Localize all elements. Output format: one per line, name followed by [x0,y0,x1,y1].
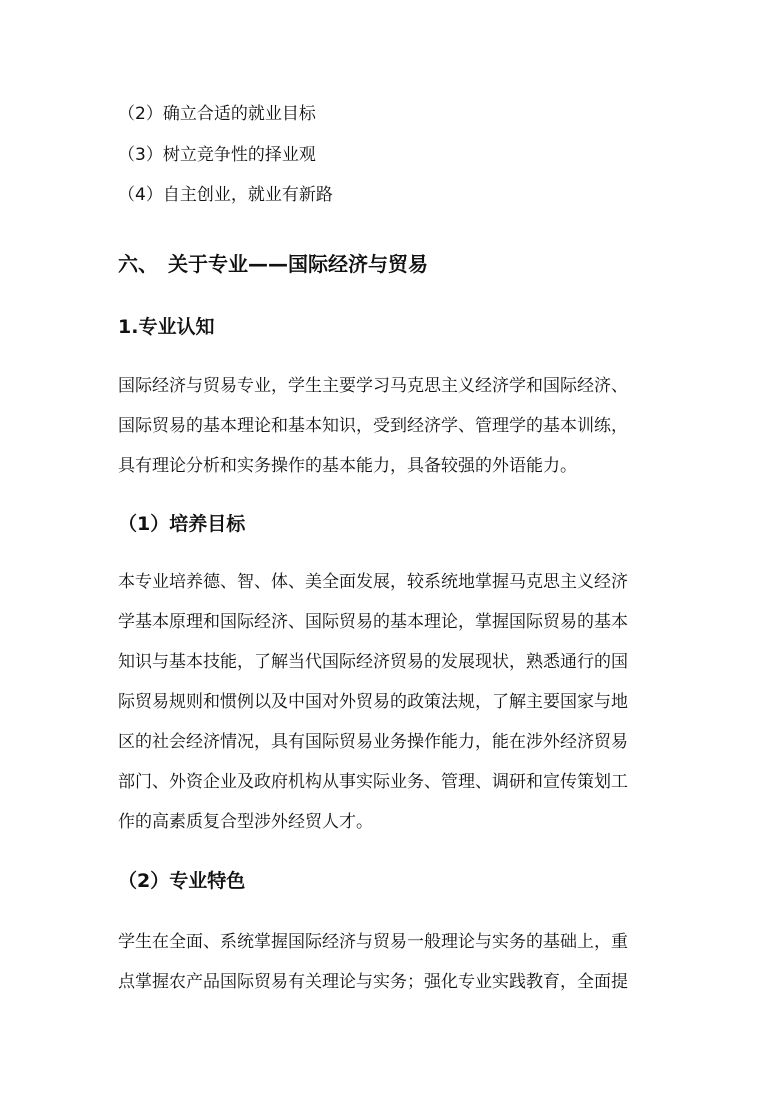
paragraph-line: 区的社会经济情况，具有国际贸易业务操作能力，能在涉外经济贸易 [118,732,628,752]
paragraph-line: 学基本原理和国际经济、国际贸易的基本理论，掌握国际贸易的基本 [118,612,628,632]
paragraph-line: 作的高素质复合型涉外经贸人才。 [118,812,373,832]
paragraph-line: 本专业培养德、智、体、美全面发展，较系统地掌握马克思主义经济 [118,572,628,592]
subsection-heading: 1.专业认知 [118,316,215,338]
features-paragraph [118,922,666,1002]
section-title-text: 关于专业——国际经济与贸易 [168,252,428,276]
paragraph-line: 际贸易规则和惯例以及中国对外贸易的政策法规，了解主要国家与地 [118,692,628,712]
paragraph-line: 点掌握农产品国际贸易有关理论与实务；强化专业实践教育，全面提 [118,972,628,992]
paragraph-line: 知识与基本技能，了解当代国际经济贸易的发展现状，熟悉通行的国 [118,652,628,672]
paragraph-line: 国际经济与贸易专业，学生主要学习马克思主义经济学和国际经济、 [118,376,628,396]
list-item-4: （4）自主创业，就业有新路 [118,185,333,205]
intro-paragraph [118,366,666,486]
list-item-3: （3）树立竞争性的择业观 [118,145,316,165]
paragraph-line: 学生在全面、系统掌握国际经济与贸易一般理论与实务的基础上，重 [118,932,628,952]
features-heading: （2）专业特色 [118,870,246,892]
section-number: 六、 [118,252,158,276]
goals-heading: （1）培养目标 [118,513,246,535]
paragraph-line: 国际贸易的基本理论和基本知识，受到经济学、管理学的基本训练， [118,416,628,436]
list-item-2: （2）确立合适的就业目标 [118,104,316,124]
goals-paragraph [118,562,666,842]
section-heading [118,250,428,278]
paragraph-line: 部门、外资企业及政府机构从事实际业务、管理、调研和宣传策划工 [118,772,628,792]
paragraph-line: 具有理论分析和实务操作的基本能力，具备较强的外语能力。 [118,456,577,476]
